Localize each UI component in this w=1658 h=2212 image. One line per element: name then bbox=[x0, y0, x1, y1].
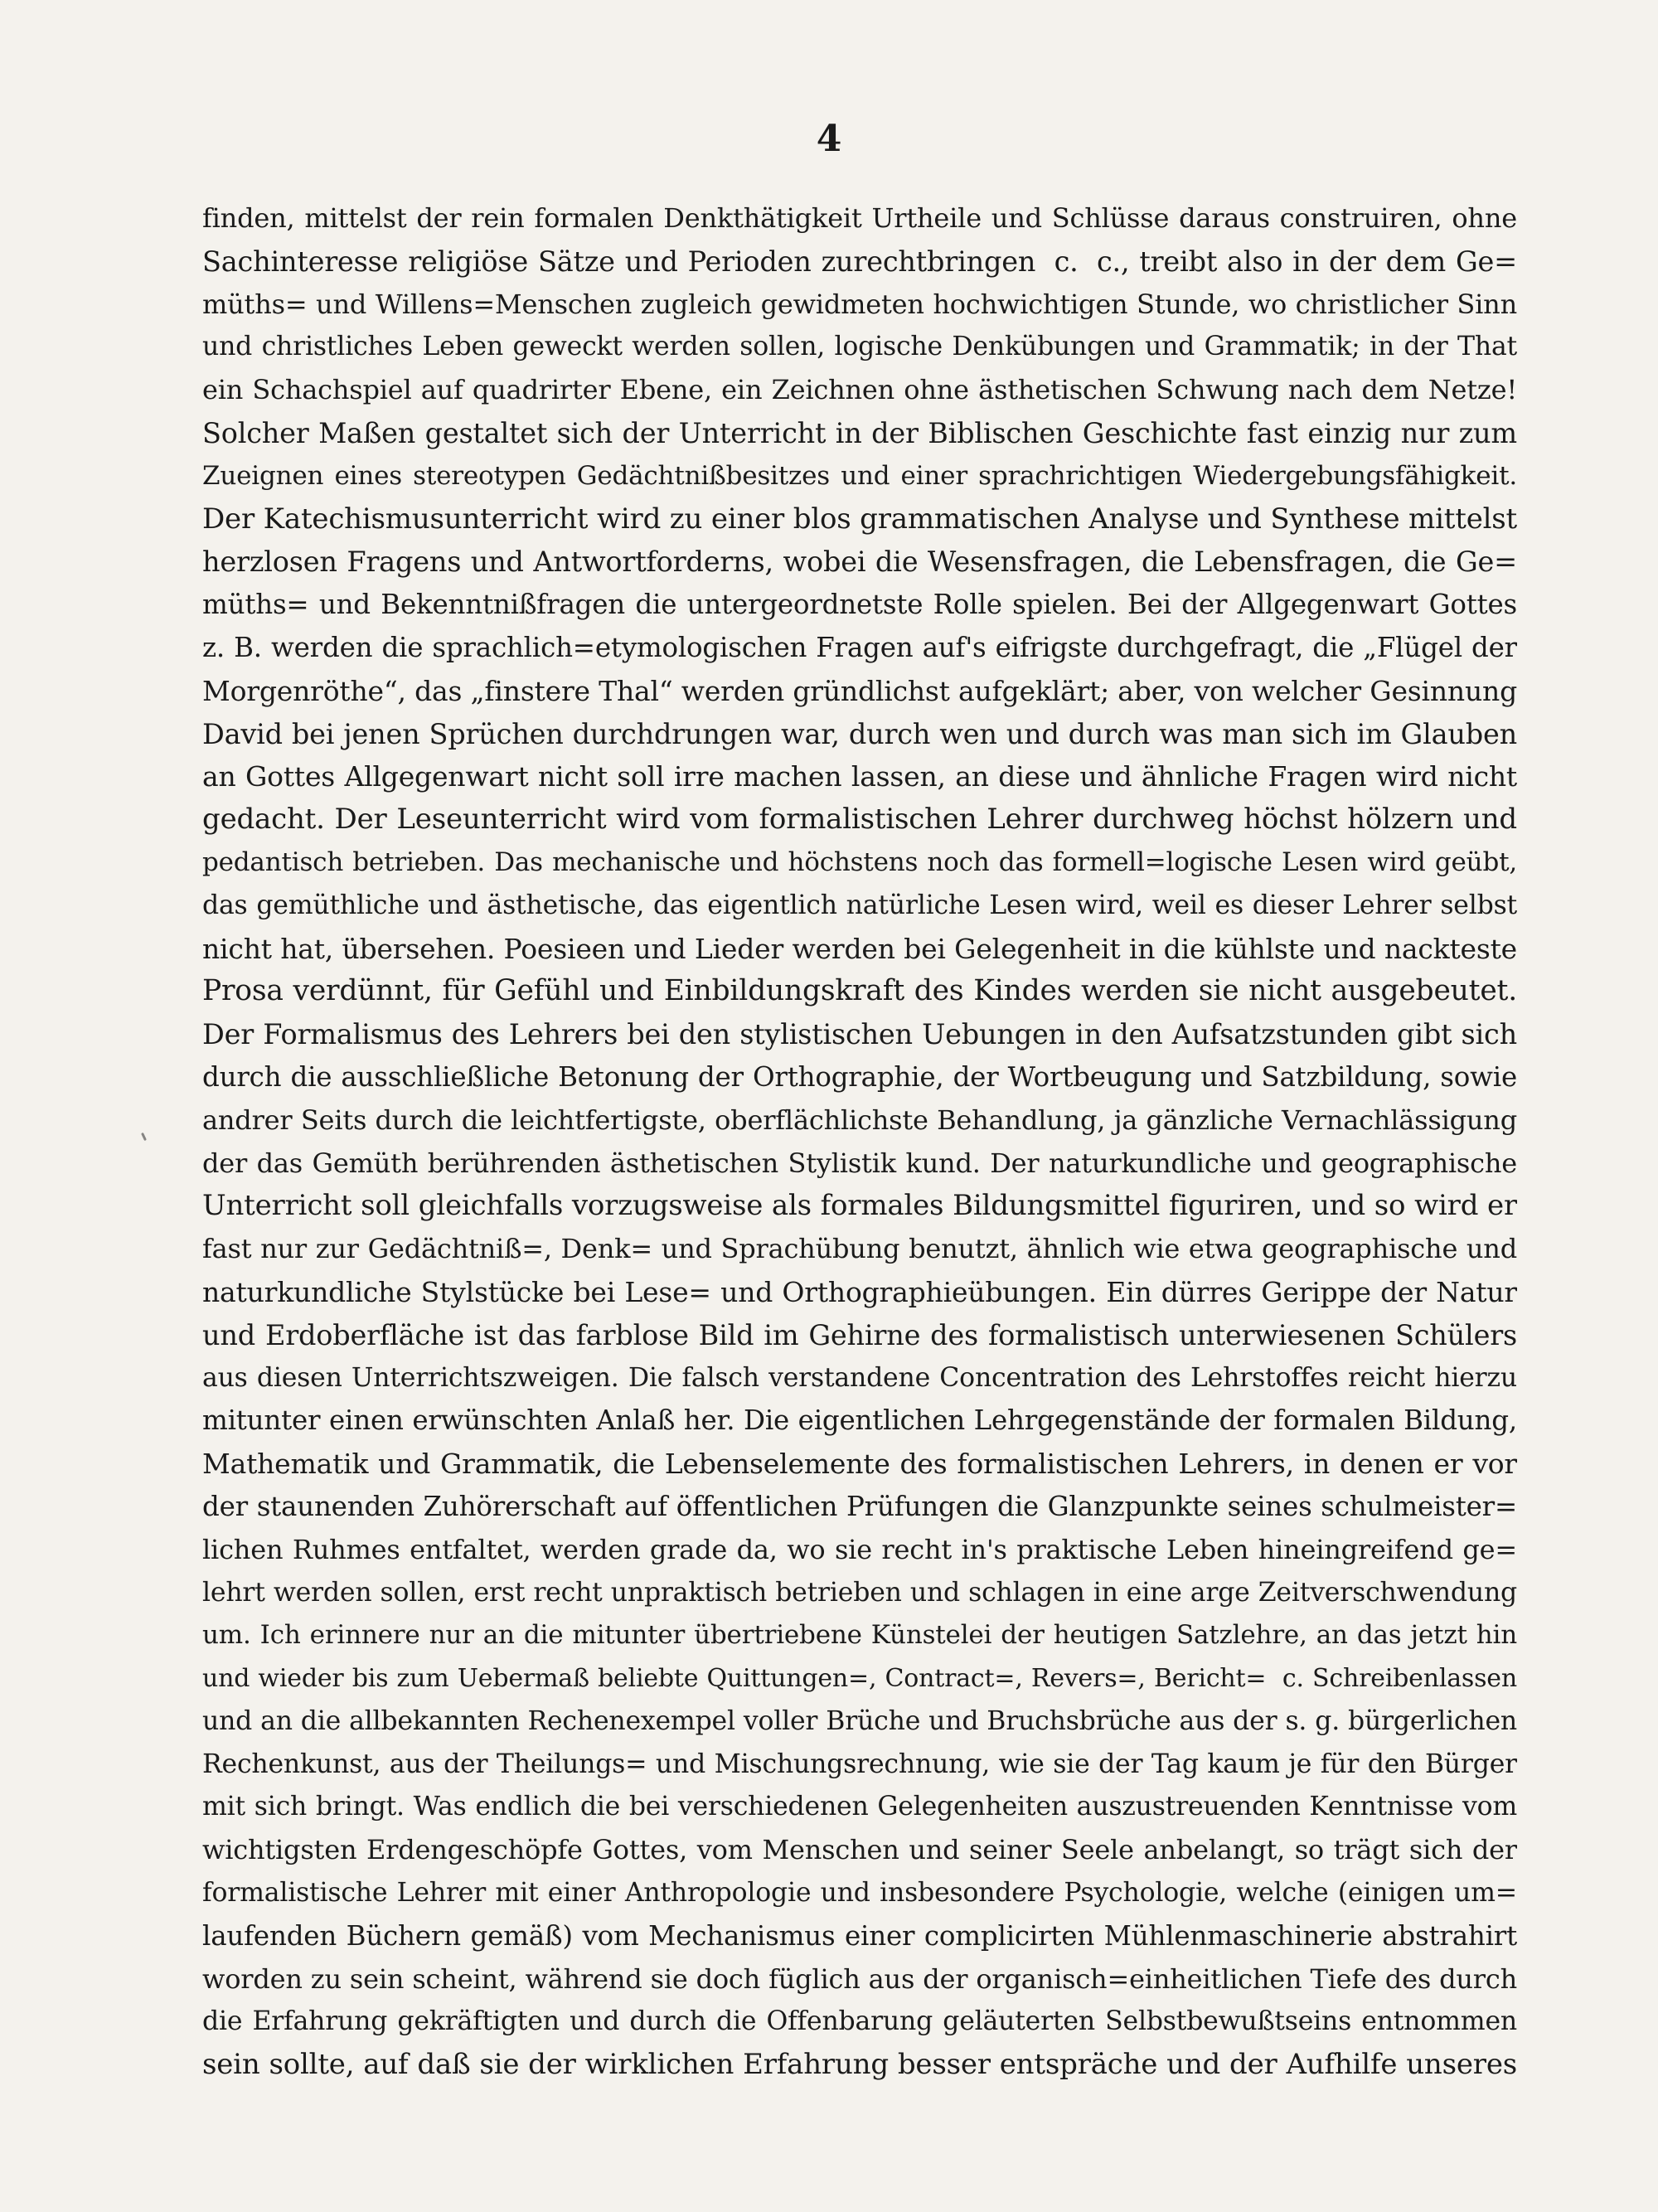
text-line: Sachinteresse religiöse Sätze und Perioden zurechtbringen c. c., treibt also in der dem Ge= bbox=[202, 245, 1517, 278]
text-line: und Erdoberfläche ist das farblose Bild im Gehirne des formalistisch unterwiesenen Schülers bbox=[202, 1318, 1517, 1351]
text-line: David bei jenen Sprüchen durchdrungen war, durch wen und durch was man sich im Glauben bbox=[202, 717, 1517, 750]
text-line: gedacht. Der Leseunterricht wird vom formalistischen Lehrer durchweg höchst hölzern und bbox=[202, 803, 1517, 837]
text-line: und wieder bis zum Uebermaß beliebte Quittungen=, Contract=, Revers=, Bericht= c. Schreibenlassen bbox=[202, 1664, 1517, 1694]
text-line: die Erfahrung gekräftigten und durch die Offenbarung geläuterten Selbstbewußtseins entnommen bbox=[202, 2006, 1517, 2037]
text-line: Rechenkunst, aus der Theilungs= und Mischungsrechnung, wie sie der Tag kaum je für den Bürger bbox=[202, 1749, 1517, 1779]
ink-speck bbox=[141, 1133, 147, 1141]
text-line: mitunter einen erwünschten Anlaß her. Die eigentlichen Lehrgegenstände der formalen Bildung, bbox=[202, 1404, 1517, 1437]
text-line: Morgenröthe“, das „finstere Thal“ werden gründlichst aufgeklärt; aber, von welcher Gesinnung bbox=[202, 674, 1517, 707]
text-line: andrer Seits durch die leichtfertigste, oberflächlichste Behandlung, ja gänzliche Vernachlässigung bbox=[202, 1104, 1517, 1136]
text-line: müths= und Willens=Menschen zugleich gewidmeten hochwichtigen Stunde, wo christlicher Sinn bbox=[202, 288, 1517, 320]
text-line: das gemüthliche und ästhetische, das eigentlich natürliche Lesen wird, weil es dieser Lehrer selbst bbox=[202, 890, 1517, 920]
page-number: 4 bbox=[816, 118, 842, 160]
text-line: formalistische Lehrer mit einer Anthropologie und insbesondere Psychologie, welche (einigen um= bbox=[202, 1878, 1517, 1909]
text-line: herzlosen Fragens und Antwortforderns, wobei die Wesensfragen, die Lebensfragen, die Ge= bbox=[202, 546, 1517, 579]
text-line: Mathematik und Grammatik, die Lebenselemente des formalistischen Lehrers, in denen er vor bbox=[202, 1448, 1517, 1481]
text-line: nicht hat, übersehen. Poesieen und Lieder werden bei Gelegenheit in die kühlste und nackteste bbox=[202, 932, 1517, 965]
text-line: naturkundliche Stylstücke bei Lese= und Orthographieübungen. Ein dürres Gerippe der Natur bbox=[202, 1275, 1517, 1308]
text-line: Der Katechismusunterricht wird zu einer blos grammatischen Analyse und Synthese mittelst bbox=[202, 502, 1517, 536]
text-line: worden zu sein scheint, während sie doch füglich aus der organisch=einheitlichen Tiefe des durch bbox=[202, 1962, 1517, 1995]
text-line: der das Gemüth berührenden ästhetischen Stylistik kund. Der naturkundliche und geographische bbox=[202, 1147, 1517, 1179]
text-line: um. Ich erinnere nur an die mitunter übertriebene Künstelei der heutigen Satzlehre, an das jetzt hin bbox=[202, 1620, 1517, 1651]
text-line: lichen Ruhmes entfaltet, werden grade da, wo sie recht in's praktische Leben hineingreifend ge= bbox=[202, 1533, 1517, 1565]
text-line: Der Formalismus des Lehrers bei den stylistischen Uebungen in den Aufsatzstunden gibt sich bbox=[202, 1018, 1517, 1051]
text-line: und an die allbekannten Rechenexempel voller Brüche und Bruchsbrüche aus der s. g. bürgerlichen bbox=[202, 1705, 1517, 1736]
text-line: Solcher Maßen gestaltet sich der Unterricht in der Biblischen Geschichte fast einzig nur zum bbox=[202, 416, 1517, 449]
text-line: mit sich bringt. Was endlich die bei verschiedenen Gelegenheiten auszustreuenden Kenntnisse vom bbox=[202, 1792, 1517, 1822]
text-line: ein Schachspiel auf quadrirter Ebene, ein Zeichnen ohne ästhetischen Schwung nach dem Netze! bbox=[202, 374, 1517, 406]
text-line: aus diesen Unterrichtszweigen. Die falsch verstandene Concentration des Lehrstoffes reicht hierzu bbox=[202, 1362, 1517, 1393]
text-line: müths= und Bekenntnißfragen die untergeordnetste Rolle spielen. Bei der Allgegenwart Gottes bbox=[202, 589, 1517, 621]
text-line: finden, mittelst der rein formalen Denkthätigkeit Urtheile und Schlüsse daraus construiren, ohne bbox=[202, 202, 1517, 234]
text-line: z. B. werden die sprachlich=etymologischen Fragen auf's eifrigste durchgefragt, die „Flügel der bbox=[202, 631, 1517, 663]
text-line: durch die ausschließliche Betonung der Orthographie, der Wortbeugung und Satzbildung, sowie bbox=[202, 1060, 1517, 1093]
text-line: laufenden Büchern gemäß) vom Mechanismus einer complicirten Mühlenmaschinerie abstrahirt bbox=[202, 1919, 1517, 1952]
text-line: sein sollte, auf daß sie der wirklichen Erfahrung besser entspräche und der Aufhilfe unseres bbox=[202, 2048, 1517, 2082]
text-line: und christliches Leben geweckt werden sollen, logische Denkübungen und Grammatik; in der That bbox=[202, 332, 1517, 362]
text-line: pedantisch betrieben. Das mechanische und höchstens noch das formell=logische Lesen wird geübt, bbox=[202, 846, 1517, 877]
text-line: der staunenden Zuhörerschaft auf öffentlichen Prüfungen die Glanzpunkte seines schulmeister= bbox=[202, 1490, 1517, 1522]
text-line: Zueignen eines stereotypen Gedächtnißbesitzes und einer sprachrichtigen Wiedergebungsfähigkeit. bbox=[202, 460, 1517, 491]
text-line: lehrt werden sollen, erst recht unpraktisch betrieben und schlagen in eine arge Zeitverschwendung bbox=[202, 1577, 1517, 1608]
text-line: wichtigsten Erdengeschöpfe Gottes, vom Menschen und seiner Seele anbelangt, so trägt sich der bbox=[202, 1834, 1517, 1866]
text-line: Prosa verdünnt, für Gefühl und Einbildungskraft des Kindes werden sie nicht ausgebeutet. bbox=[202, 974, 1517, 1008]
text-line: an Gottes Allgegenwart nicht soll irre machen lassen, an diese und ähnliche Fragen wird nicht bbox=[202, 760, 1517, 793]
body-text bbox=[202, 197, 1517, 2087]
text-line: Unterricht soll gleichfalls vorzugsweise als formales Bildungsmittel figuriren, und so wird er bbox=[202, 1189, 1517, 1223]
text-line: fast nur zur Gedächtniß=, Denk= und Sprachübung benutzt, ähnlich wie etwa geographische und bbox=[202, 1233, 1517, 1265]
